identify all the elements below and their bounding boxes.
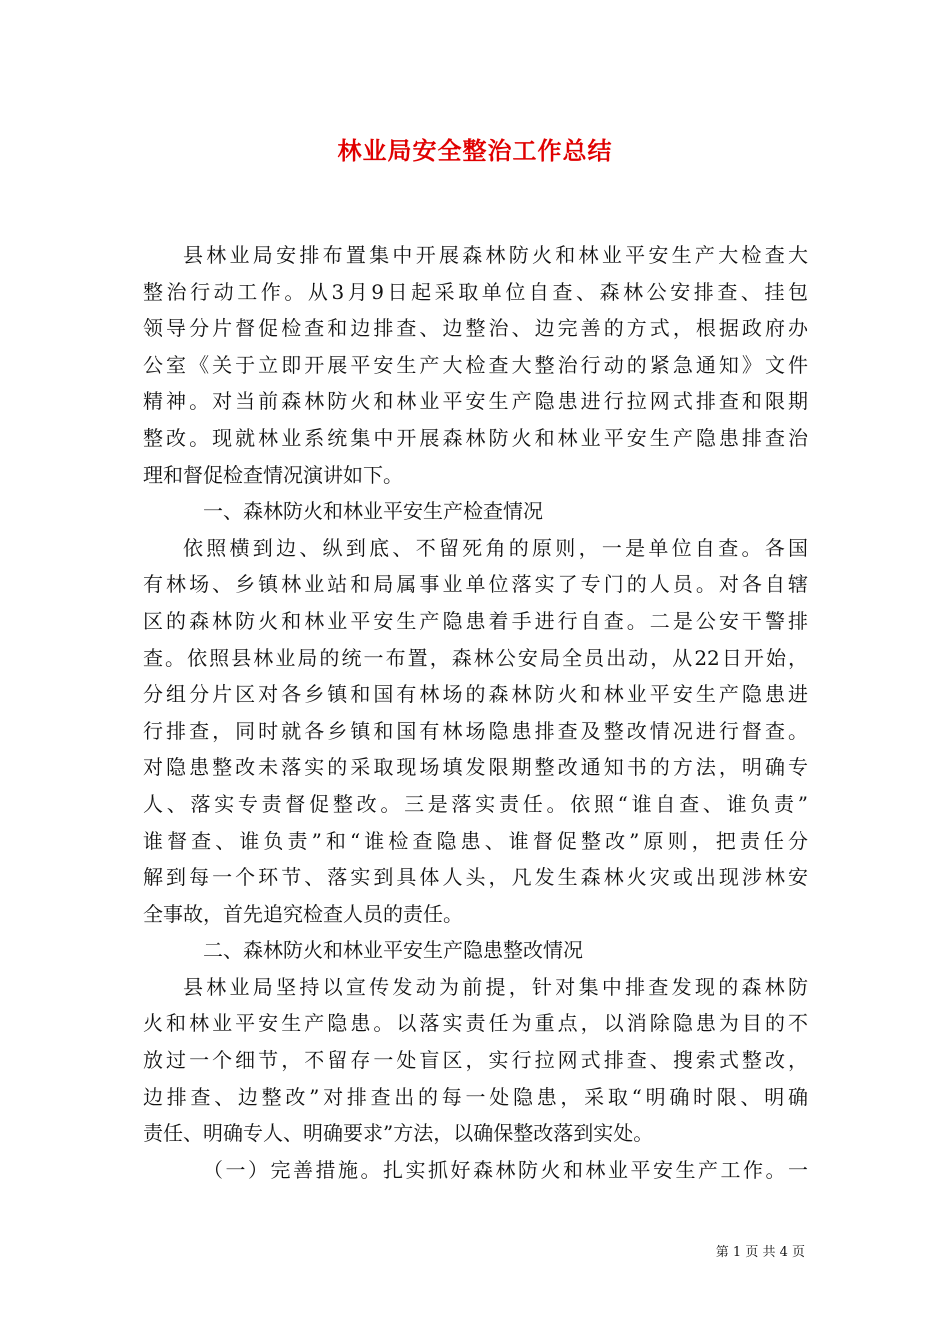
text-line: 放过一个细节，不留存一处盲区，实行拉网式排查、搜索式整改， bbox=[143, 1048, 808, 1073]
section-heading: 一、森林防火和林业平安生产检查情况 bbox=[203, 499, 543, 524]
page-title: 林业局安全整治工作总结 bbox=[337, 136, 613, 165]
section-heading: 二、森林防火和林业平安生产隐患整改情况 bbox=[203, 938, 583, 963]
text-line: 县林业局坚持以宣传发动为前提，针对集中排查发现的森林防 bbox=[183, 974, 808, 999]
text-line: 领导分片督促检查和边排查、边整治、边完善的方式，根据政府办 bbox=[143, 316, 808, 341]
body-text bbox=[143, 237, 808, 1188]
text-line: 理和督促检查情况演讲如下。 bbox=[143, 462, 403, 487]
text-line: 整治行动工作。从3月9日起采取单位自查、森林公安排查、挂包 bbox=[143, 279, 808, 304]
text-line: 公室《关于立即开展平安生产大检查大整治行动的紧急通知》文件 bbox=[143, 352, 808, 377]
text-line: 火和林业平安生产隐患。以落实责任为重点，以消除隐患为目的不 bbox=[143, 1011, 808, 1036]
text-line: 解到每一个环节、落实到具体人头，凡发生森林火灾或出现涉林安 bbox=[143, 865, 808, 890]
text-line: 行排查，同时就各乡镇和国有林场隐患排查及整改情况进行督查。 bbox=[143, 718, 808, 743]
text-line: 分组分片区对各乡镇和国有林场的森林防火和林业平安生产隐患进 bbox=[143, 682, 808, 707]
text-line: 查。依照县林业局的统一布置，森林公安局全员出动，从22日开始， bbox=[143, 645, 808, 670]
text-line: 精神。对当前森林防火和林业平安生产隐患进行拉网式排查和限期 bbox=[143, 389, 808, 414]
text-line: 全事故，首先追究检查人员的责任。 bbox=[143, 901, 463, 926]
text-line: 县林业局安排布置集中开展森林防火和林业平安生产大检查大 bbox=[183, 243, 808, 267]
text-line: 区的森林防火和林业平安生产隐患着手进行自查。二是公安干警排 bbox=[143, 608, 808, 633]
page-footer: 第 1 页 共 4 页 bbox=[715, 1245, 805, 1260]
text-line: 人、落实专责督促整改。三是落实责任。依照“谁自查、谁负责” bbox=[143, 791, 808, 816]
text-line: 边排查、边整改”对排查出的每一处隐患，采取“明确时限、明确 bbox=[143, 1084, 808, 1109]
text-line: （一）完善措施。扎实抓好森林防火和林业平安生产工作。一 bbox=[203, 1157, 808, 1182]
text-line: 依照横到边、纵到底、不留死角的原则，一是单位自查。各国 bbox=[183, 535, 808, 560]
text-line: 责任、明确专人、明确要求”方法，以确保整改落到实处。 bbox=[143, 1121, 654, 1146]
text-line: 对隐患整改未落实的采取现场填发限期整改通知书的方法，明确专 bbox=[143, 755, 808, 780]
text-line: 谁督查、谁负责”和“谁检查隐患、谁督促整改”原则，把责任分 bbox=[143, 828, 808, 853]
text-line: 有林场、乡镇林业站和局属事业单位落实了专门的人员。对各自辖 bbox=[143, 572, 808, 597]
text-line: 整改。现就林业系统集中开展森林防火和林业平安生产隐患排查治 bbox=[143, 425, 808, 450]
